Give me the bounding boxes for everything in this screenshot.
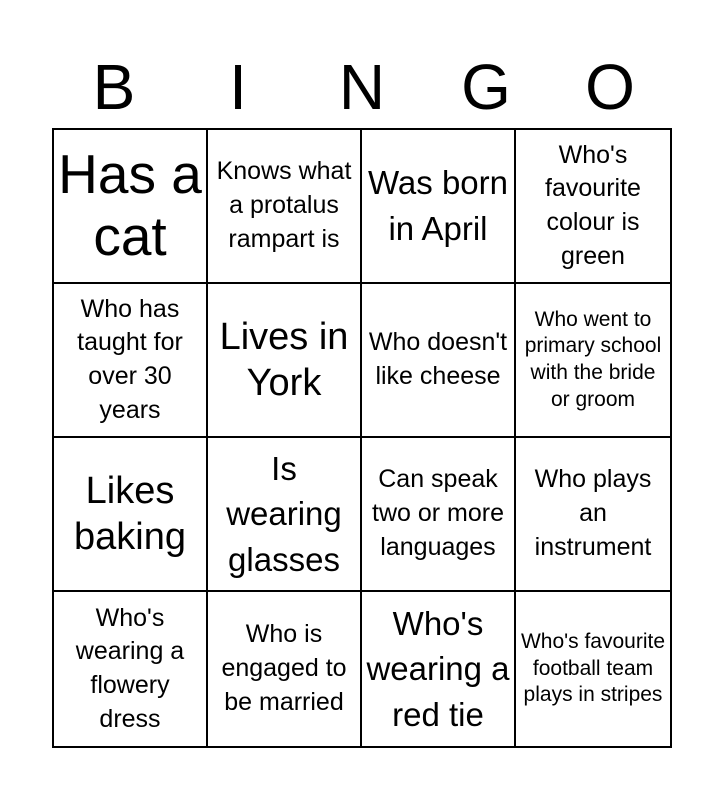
cell-text: Who's favourite football team plays in stripes [520,630,666,707]
cell-text: Who's wearing a flowery dress [75,603,185,733]
cell-text: Who's favourite colour is green [545,140,641,270]
bingo-grid [52,128,672,748]
bingo-cell[interactable] [362,592,516,746]
bingo-cell[interactable] [362,438,516,592]
bingo-cell[interactable] [54,284,208,438]
bingo-cell[interactable] [516,284,670,438]
bingo-cell[interactable] [516,130,670,284]
bingo-cell[interactable] [362,130,516,284]
cell-text: Who plays an instrument [534,465,652,561]
bingo-header [52,48,672,126]
bingo-cell[interactable] [54,592,208,746]
cell-text: Who is engaged to be married [221,620,347,716]
cell-text: Who has taught for over 30 years [77,294,183,424]
bingo-cell[interactable] [54,438,208,592]
header-letter-o: O [585,51,635,123]
cell-text: Knows what a protalus rampart is [216,157,352,253]
bingo-cell[interactable] [208,284,362,438]
header-letter-n: N [338,51,386,123]
cell-text: Was born in April [368,164,508,247]
cell-text: Has a cat [58,143,202,267]
bingo-cell[interactable] [54,130,208,284]
cell-text: Lives in York [219,315,349,404]
cell-text: Who doesn't like cheese [368,328,508,390]
bingo-cell[interactable] [516,438,670,592]
header-letter-g: G [461,51,511,123]
cell-text: Likes baking [74,469,186,558]
header-letter-b: B [92,51,136,123]
bingo-cell[interactable] [208,130,362,284]
cell-text: Who went to primary school with the bride or groom [524,307,662,411]
header-letter-i: I [229,51,247,123]
cell-text: Who's wearing a red tie [366,604,510,733]
cell-text: Is wearing glasses [226,449,342,578]
bingo-cell[interactable] [516,592,670,746]
bingo-cell[interactable] [208,592,362,746]
cell-text: Can speak two or more languages [372,465,504,561]
bingo-cell[interactable] [208,438,362,592]
bingo-cell[interactable] [362,284,516,438]
